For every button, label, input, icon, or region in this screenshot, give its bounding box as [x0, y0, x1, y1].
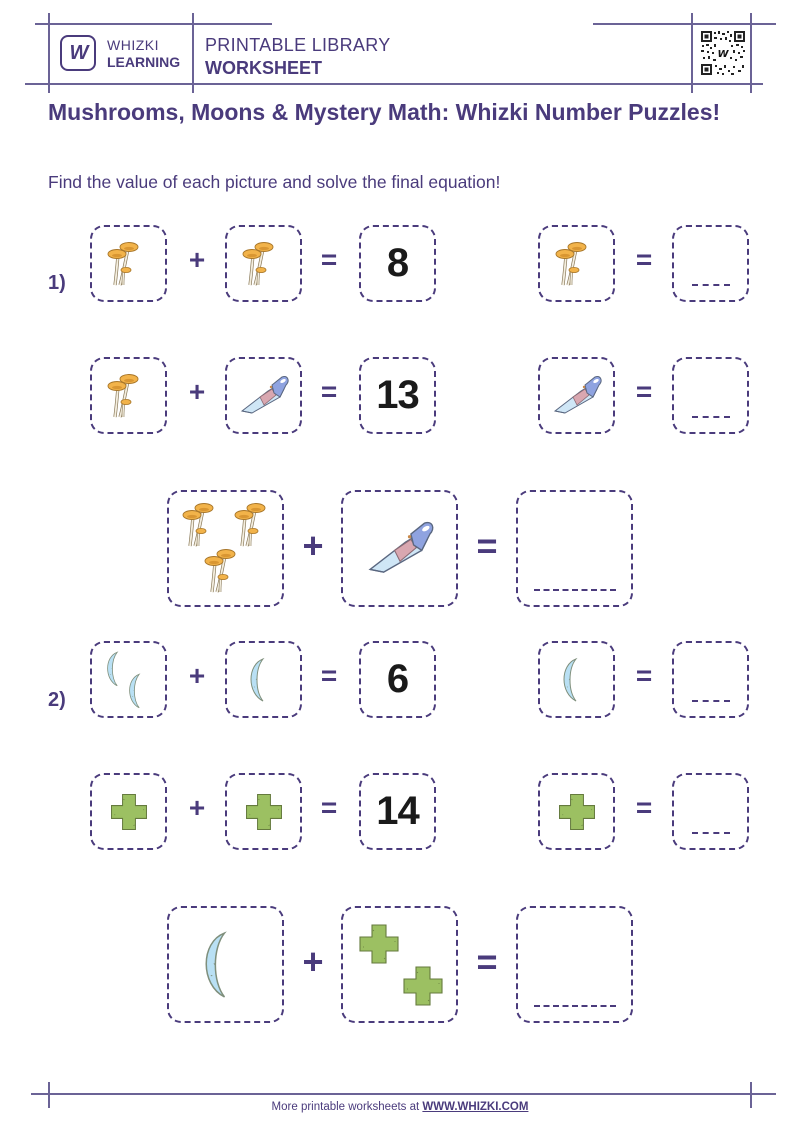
- picture-box-mushroom: [225, 225, 302, 302]
- mushroom-icon: [239, 239, 289, 289]
- mushroom-group-icon: [171, 494, 281, 604]
- picture-box-cross: [90, 773, 167, 850]
- answer-blank[interactable]: [534, 1005, 616, 1007]
- equals-sign: =: [476, 525, 498, 566]
- equals-sign: =: [320, 660, 338, 691]
- moon-icon: [188, 927, 264, 1003]
- answer-blank[interactable]: [534, 589, 616, 591]
- library-label: [205, 34, 391, 80]
- library-bottom: WORKSHEET: [205, 58, 322, 78]
- header-rule-v2: [192, 13, 194, 93]
- header-rule-top-left: [35, 23, 272, 25]
- picture-box-moon: [538, 641, 615, 718]
- brand-top: WHIZKI: [107, 37, 159, 53]
- brand-bottom: LEARNING: [107, 54, 181, 70]
- vacuum-icon: [551, 371, 603, 421]
- footer-text: More printable worksheets at: [271, 1101, 423, 1113]
- picture-box-two-crosses: [341, 906, 458, 1023]
- plus-sign: +: [302, 941, 324, 982]
- vacuum-icon: [364, 515, 436, 583]
- plus-sign: +: [188, 376, 206, 407]
- page-title: Mushrooms, Moons & Mystery Math: Whizki Number Puzzles!: [48, 99, 721, 125]
- moon-icon: [239, 655, 289, 705]
- mushroom-icon: [104, 239, 154, 289]
- header-rule-v4: [750, 13, 752, 93]
- answer-box-cross[interactable]: [672, 773, 749, 850]
- instructions: Find the value of each picture and solve the final equation!: [48, 172, 501, 192]
- answer-box-moon[interactable]: [672, 641, 749, 718]
- equals-sign: =: [476, 941, 498, 982]
- picture-box-vacuum: [341, 490, 458, 607]
- plus-sign: +: [188, 792, 206, 823]
- result-value: 13: [376, 373, 419, 417]
- answer-blank[interactable]: [692, 832, 730, 834]
- green-cross-icon: [554, 789, 600, 835]
- green-cross-icon: [241, 789, 287, 835]
- final-answer-box[interactable]: [516, 490, 633, 607]
- picture-box-mushroom: [90, 357, 167, 434]
- plus-sign: +: [188, 660, 206, 691]
- plus-sign: +: [302, 525, 324, 566]
- answer-box-mushroom[interactable]: [672, 225, 749, 302]
- answer-box-vacuum[interactable]: [672, 357, 749, 434]
- header-rule-top-right: [593, 23, 776, 25]
- result-box: [359, 641, 436, 718]
- picture-box-cross: [538, 773, 615, 850]
- final-answer-box[interactable]: [516, 906, 633, 1023]
- equals-sign: =: [635, 660, 653, 691]
- mushroom-icon: [104, 371, 154, 421]
- equals-sign: =: [635, 376, 653, 407]
- result-value: 14: [376, 789, 419, 833]
- equals-sign: =: [320, 792, 338, 823]
- vacuum-icon: [238, 371, 290, 421]
- answer-blank[interactable]: [692, 284, 730, 286]
- header-rule-bottom: [25, 83, 763, 85]
- problem-1-label: 1): [48, 272, 66, 294]
- answer-blank[interactable]: [692, 416, 730, 418]
- mushroom-icon: [552, 239, 602, 289]
- picture-box-mushroom: [538, 225, 615, 302]
- equals-sign: =: [320, 376, 338, 407]
- result-box: [359, 773, 436, 850]
- picture-box-cross: [225, 773, 302, 850]
- picture-box-vacuum: [225, 357, 302, 434]
- moon-icon: [552, 655, 602, 705]
- svg-text:W: W: [717, 49, 729, 60]
- moon-pair-icon: [96, 647, 162, 713]
- picture-box-three-mushrooms: [167, 490, 284, 607]
- footer-rule: [31, 1093, 776, 1095]
- problem-2-label: 2): [48, 689, 66, 711]
- plus-sign: +: [188, 244, 206, 275]
- picture-box-vacuum: [538, 357, 615, 434]
- cross-pair-icon: [348, 913, 452, 1017]
- result-value: 6: [386, 657, 409, 701]
- picture-box-two-moons: [90, 641, 167, 718]
- footer-link[interactable]: WWW.WHIZKI.COM: [422, 1101, 529, 1113]
- header-rule-v1: [48, 13, 50, 93]
- result-box: [359, 357, 436, 434]
- picture-box-moon: [167, 906, 284, 1023]
- brand-name: [107, 37, 180, 71]
- logo-letter: W: [69, 41, 87, 64]
- result-box: [359, 225, 436, 302]
- footer: [0, 1101, 800, 1113]
- answer-blank[interactable]: [692, 700, 730, 702]
- equals-sign: =: [320, 244, 338, 275]
- library-top: PRINTABLE LIBRARY: [205, 35, 391, 55]
- picture-box-moon: [225, 641, 302, 718]
- equals-sign: =: [635, 244, 653, 275]
- header-rule-v3: [691, 13, 693, 93]
- green-cross-icon: [106, 789, 152, 835]
- whizki-logo: [60, 35, 96, 71]
- equals-sign: =: [635, 792, 653, 823]
- picture-box-mushroom: [90, 225, 167, 302]
- qr-code-icon[interactable]: [700, 30, 746, 76]
- result-value: 8: [386, 241, 409, 285]
